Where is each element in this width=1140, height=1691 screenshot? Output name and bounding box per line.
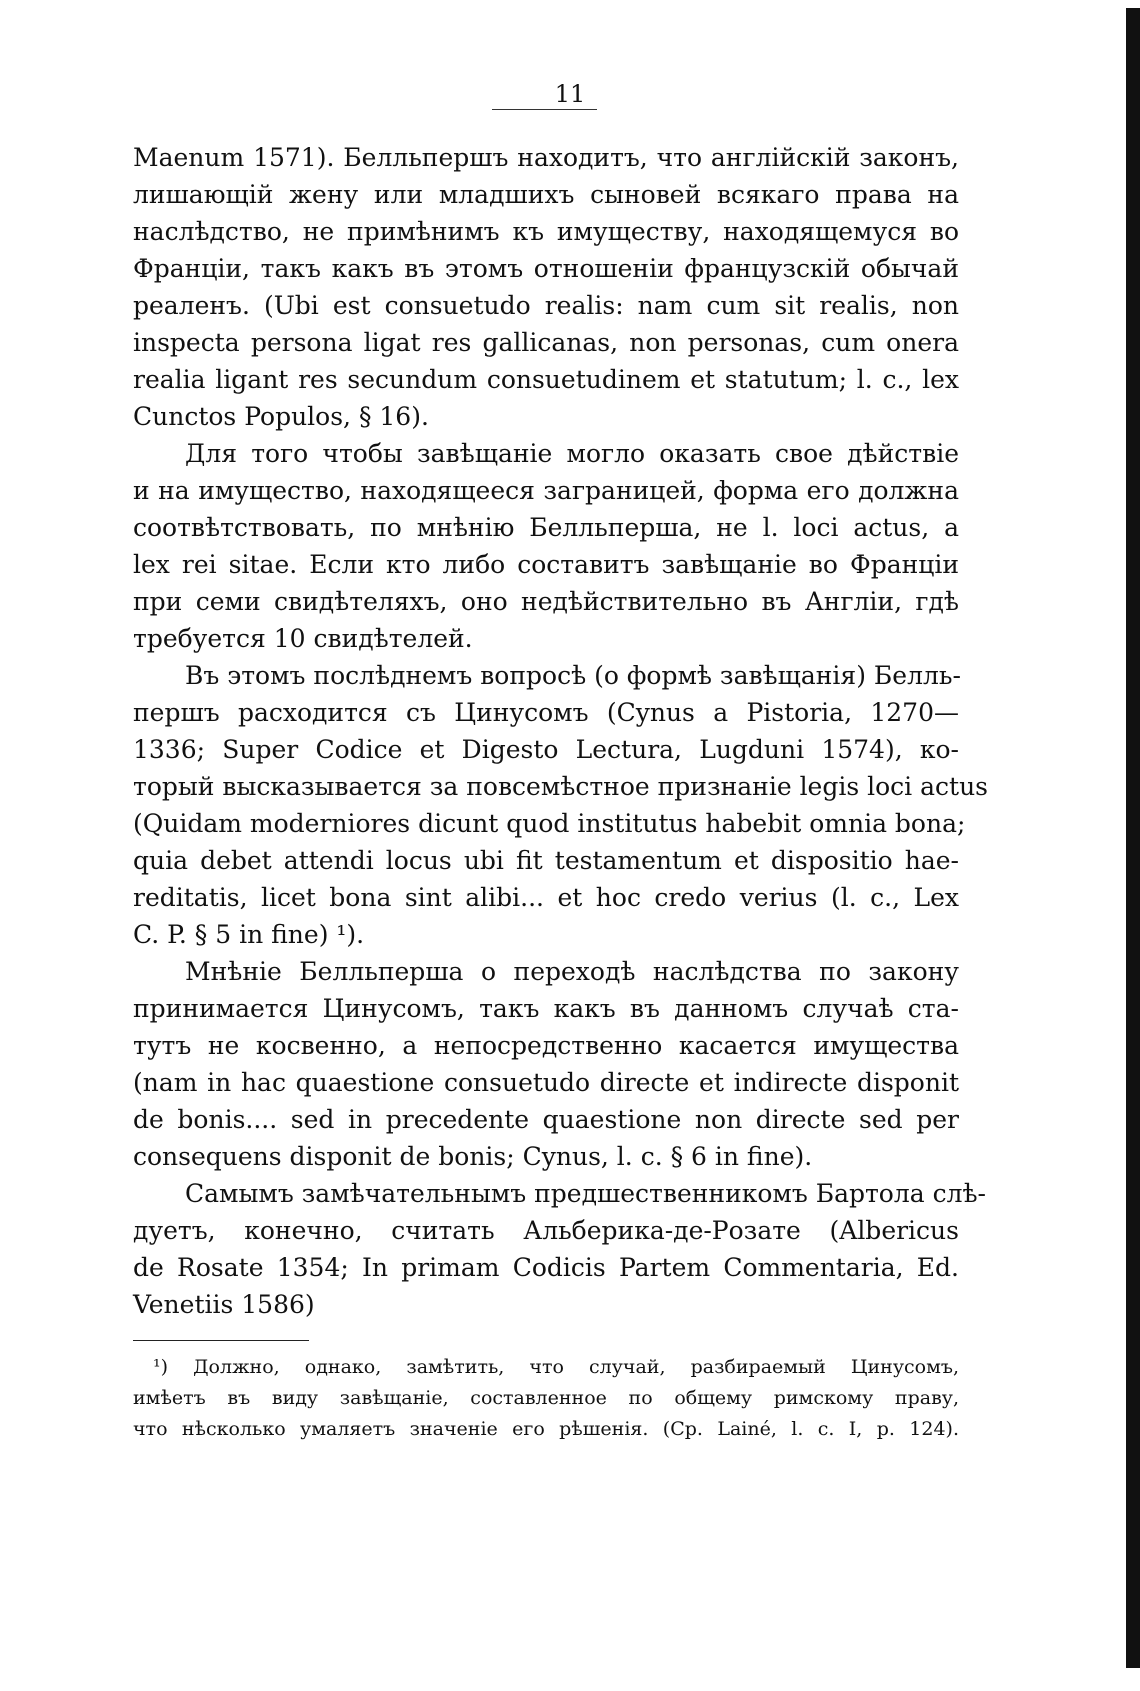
text-line: C. P. § 5 in fine) ¹). [133, 920, 365, 949]
footnote-line: что нѣсколько умаляетъ значеніе его рѣшенія. (Ср. Lainé, l. c. I, p. 124). [133, 1418, 959, 1440]
text-line: realia ligant res secundum consuetudinem et statutum; l. c., lex [133, 365, 959, 394]
paragraph-5 [133, 1175, 987, 1323]
page-edge-bar [1126, 8, 1140, 1668]
text-line: лишающій жену или младшихъ сыновей всякаго права на [133, 180, 959, 209]
paragraph-4 [133, 953, 959, 1175]
text-line: требуется 10 свидѣтелей. [133, 624, 473, 653]
paragraph-3 [133, 657, 989, 953]
text-line: Франціи, такъ какъ въ этомъ отношеніи французскій обычай [133, 254, 959, 283]
text-line: Cunctos Populos, § 16). [133, 402, 429, 431]
text-line: тутъ не косвенно, а непосредственно касается имущества [133, 1031, 959, 1060]
text-line: принимается Цинусомъ, такъ какъ въ данномъ случаѣ ста- [133, 994, 959, 1023]
paragraph-1 [133, 139, 959, 435]
text-line: соотвѣтствовать, по мнѣнію Белльперша, не l. loci actus, a [133, 513, 959, 542]
text-line: reditatis, licet bona sint alibi... et hoc credo verius (l. c., Lex [133, 883, 959, 912]
text-line: Для того чтобы завѣщаніе могло оказать свое дѣйствіе [185, 439, 959, 468]
main-text [133, 139, 989, 1323]
text-line: и на имущество, находящееся заграницей, форма его должна [133, 476, 959, 505]
text-line: inspecta persona ligat res gallicanas, non personas, cum onera [133, 328, 959, 357]
text-line: дуетъ, конечно, считать Альберика-де-Розате (Albericus [133, 1216, 959, 1245]
text-line: Venetiis 1586) [133, 1290, 315, 1319]
text-line: 1336; Super Codice et Digesto Lectura, Lugduni 1574), ко- [133, 735, 959, 764]
footnote-rule [133, 1340, 309, 1341]
page-number: 11 [554, 80, 586, 108]
text-line: першъ расходится съ Цинусомъ (Cynus a Pistoria, 1270— [133, 698, 959, 727]
text-line: consequens disponit de bonis; Cynus, l. c. § 6 in fine). [133, 1142, 813, 1171]
text-line: наслѣдство, не примѣнимъ къ имуществу, находящемуся во [133, 217, 959, 246]
footnote-line: ¹) Должно, однако, замѣтить, что случай, разбираемый Цинусомъ, [153, 1356, 959, 1378]
footnote [133, 1352, 959, 1445]
text-line: при семи свидѣтеляхъ, оно недѣйствительно въ Англіи, гдѣ [133, 587, 959, 616]
footnote-line: имѣетъ въ виду завѣщаніе, составленное по общему римскому праву, [133, 1387, 959, 1409]
text-line: quia debet attendi locus ubi fit testamentum et dispositio hae- [133, 846, 959, 875]
text-line: de bonis.... sed in precedente quaestione non directe sed per [133, 1105, 959, 1134]
page-number-rule [492, 109, 597, 110]
text-line: Maenum 1571). Белльпершъ находитъ, что англійскій законъ, [133, 143, 959, 172]
text-line: lex rei sitae. Если кто либо составитъ завѣщаніе во Франціи [133, 550, 959, 579]
text-line: торый высказывается за повсемѣстное признаніе legis loci actus [133, 772, 989, 801]
text-line: Въ этомъ послѣднемъ вопросѣ (о формѣ завѣщанія) Белль- [185, 661, 961, 690]
text-line: (Quidam moderniores dicunt quod institutus habebit omnia bona; [133, 809, 966, 838]
paragraph-2 [133, 435, 959, 657]
text-line: (nam in hac quaestione consuetudo directe et indirecte disponit [133, 1068, 959, 1097]
text-line: реаленъ. (Ubi est consuetudo realis: nam cum sit realis, non [133, 291, 959, 320]
text-line: Самымъ замѣчательнымъ предшественникомъ Бартола слѣ- [185, 1179, 987, 1208]
text-line: Мнѣніе Белльперша о переходѣ наслѣдства по закону [185, 957, 959, 986]
text-line: de Rosate 1354; In primam Codicis Partem Commentaria, Ed. [133, 1253, 959, 1282]
